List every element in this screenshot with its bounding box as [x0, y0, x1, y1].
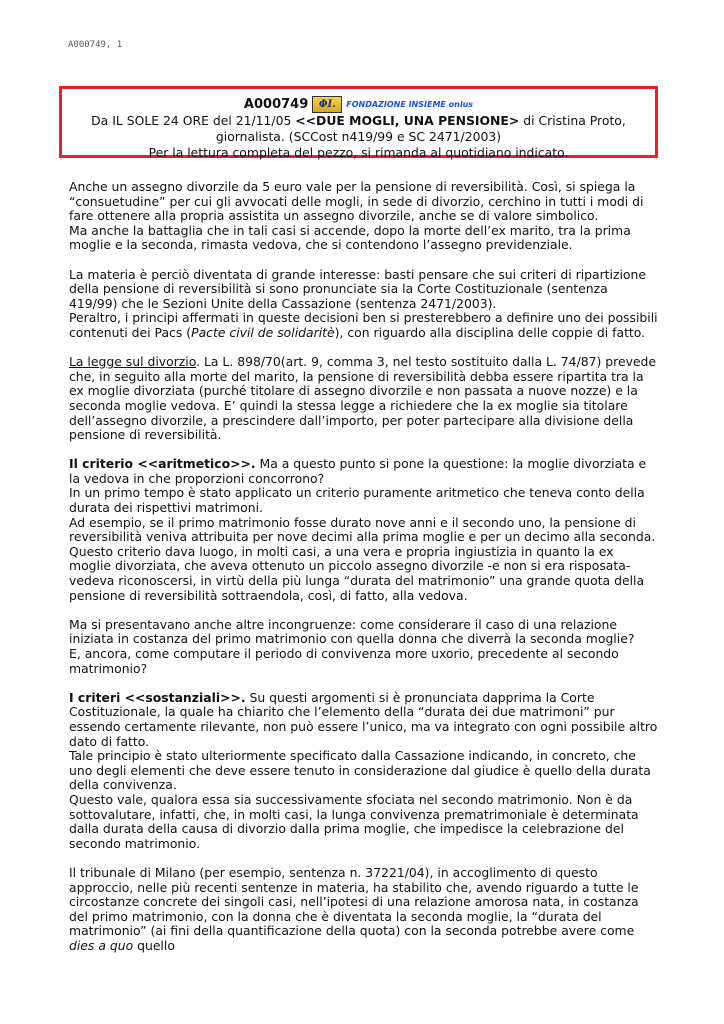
source-text: Da IL SOLE 24 ORE del 21/11/05: [91, 113, 296, 128]
paragraph-text: Anche un assegno divorzile da 5 euro vale per la pensione di reversibilità. Così, si spiega la “consuetudine” per cui gli avvocati delle mogli, in sede di divorzio, cerchino in tutti i modi di fare ottenere alla propria assistita un assegno divorzile, anche se di valore simbolico.: [69, 179, 644, 224]
paragraph-6: [69, 691, 659, 852]
foundation-name: FONDAZIONE INSIEME onlus: [346, 100, 474, 109]
paragraph-text: E, ancora, come computare il periodo di convivenza more uxorio, precedente al secondo matrimonio?: [69, 646, 619, 676]
paragraph-text: Questo vale, qualora essa sia successivamente sfociata nel secondo matrimonio. Non è da sottovalutare, infatti, che, in molti casi, la lunga convivenza prematrimoniale è determinata dalla durata della causa di divorzio dalla prima moglie, che impedisce la celebrazione del secondo matrimonio.: [69, 791, 639, 851]
paragraph-1: [69, 180, 659, 253]
paragraph-2: [69, 268, 659, 341]
paragraph-text: Questo criterio dava luogo, in molti casi, a una vera e propria ingiustizia in quanto la ex moglie divorziata, che aveva ottenuto un piccolo assegno divorzile -e non si era risposata- vedeva riconoscersi, in virtù della più lunga “durata del matrimonio” una grande quota della pensione di reversibilità sottraendola, così, di fatto, alla vedova.: [69, 543, 645, 603]
paragraph-4: [69, 457, 659, 603]
heading-dot: .: [196, 354, 201, 370]
article-body: [69, 180, 659, 968]
paragraph-text: Peraltro, i principi affermati in queste decisioni ben si presterebbero a definire uno dei possibili contenuti dei Pacs (: [69, 310, 658, 340]
paragraph-text: Ma anche la battaglia che in tali casi si accende, dopo la morte dell’ex marito, tra la prima moglie e la seconda, rimasta vedova, che si contendono l’assegno previdenziale.: [69, 222, 631, 253]
paragraph-text: Tale principio è stato ulteriormente specificato dalla Cassazione indicando, in concreto, che uno degli elementi che deve essere tenuto in considerazione dal giudice è quello della durata della convivenza.: [69, 748, 651, 793]
header-note-line: Per la lettura completa del pezzo, si rimanda al quotidiano indicato.: [148, 145, 569, 160]
article-title: <<DUE MOGLI, UNA PENSIONE>: [295, 113, 520, 128]
paragraph-text: In un primo tempo è stato applicato un criterio puramente aritmetico che teneva conto della durata dei rispettivi matrimoni.: [69, 485, 645, 516]
foundation-logo-icon: ΦI.: [312, 96, 342, 113]
author-text: di Cristina Proto,: [519, 113, 626, 128]
section-heading-arithmetic: Il criterio <<aritmetico>>.: [69, 456, 256, 472]
paragraph-text: La L. 898/70(art. 9, comma 3, nel testo sostituito dalla L. 74/87) prevede che, in seguito alla morte del marito, la pensione di reversibilità debba essere ripartita tra la ex moglie divorziata (purché titolare di assegno divorzile e non passata a nuove nozze) e la seconda moglie vedova. E’ quindi la stessa legge a richiedere che la ex moglie sia titolare dell’assegno divorzile, a prescindere dall’importo, per poter partecipare alla divisione della pensione di reversibilità.: [69, 354, 657, 443]
section-heading-divorce-law: La legge sul divorzio: [69, 354, 197, 370]
paragraph-text: Ma a questo punto si pone la questione: la moglie divorziata e la vedova in che proporzioni concorrono?: [69, 456, 647, 486]
header-source-line: [62, 113, 655, 129]
latin-term: dies a quo: [69, 937, 134, 953]
paragraph-text: Il tribunale di Milano (per esempio, sentenza n. 37221/04), in accoglimento di questo approccio, nelle più recenti sentenze in materia, ha stabilito che, avendo riguardo a tutte le circostanze concrete dei singoli casi, nell’ipotesi di una relazione amorosa nata, in costanza del primo matrimonio, con la donna che è diventata la seconda moglie, la “durata del matrimonio” (ai fini della quantificazione della quota) con la seconda potrebbe avere come: [69, 864, 639, 939]
page-id: A000749, 1: [68, 40, 123, 50]
paragraph-5: [69, 618, 659, 676]
paragraph-text: ), con riguardo alla disciplina delle coppie di fatto.: [334, 324, 646, 340]
header-title-line: [62, 95, 655, 113]
paragraph-3: [69, 355, 659, 443]
header-box: [59, 86, 658, 158]
paragraph-text: La materia è perciò diventata di grande interesse: basti pensare che sui criteri di ripartizione della pensione di reversibilità si sono pronunciate sia la Corte Costituzionale (sentenza 419/99) che le Sezioni Unite della Cassazione (sentenza 2471/2003).: [69, 266, 646, 311]
paragraph-text: quello: [133, 937, 175, 953]
paragraph-text: Su questi argomenti si è pronunciata dapprima la Corte Costituzionale, la quale ha chiarito che l’elemento della “durata dei due matrimoni” pur essendo certamente rilevante, non può essere l’unico, ma va integrato con ogni possibile altro dato di fatto.: [69, 689, 658, 749]
document-code: A000749: [243, 97, 309, 112]
paragraph-text: Ad esempio, se il primo matrimonio fosse durato nove anni e il secondo uno, la pensione di reversibilità veniva attribuita per nove decimi alla prima moglie e per un decimo alla seconda.: [69, 514, 656, 545]
paragraph-text: Ma si presentavano anche altre incongruenze: come considerare il caso di una relazione iniziata in costanza del primo matrimonio con quella donna che diverrà la seconda moglie?: [69, 616, 635, 647]
header-author-line: giornalista. (SCCost n419/99 e SC 2471/2003): [215, 129, 502, 144]
paragraph-7: [69, 866, 659, 954]
pacs-term: Pacte civil de solidaritè: [191, 324, 335, 340]
section-heading-substantial: I criteri <<sostanziali>>.: [69, 689, 246, 705]
